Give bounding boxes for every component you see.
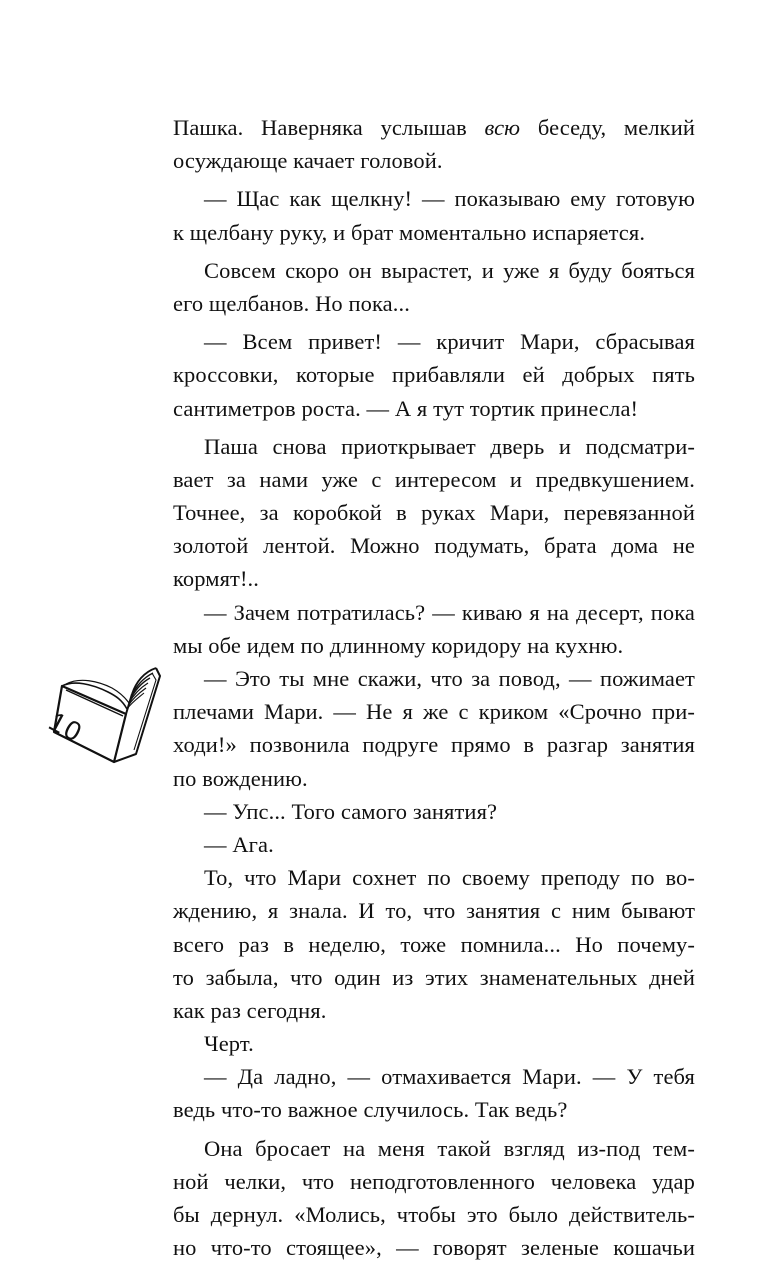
- text-line-18: плечами Мари. — Не я же с криком «Срочно при-: [173, 699, 695, 725]
- text-line-30: ведь что-то важное случилось. Так ведь?: [173, 1097, 568, 1123]
- text-line-7: — Всем привет! — кричит Мари, сбрасывая: [204, 329, 695, 355]
- page-number: 10: [43, 706, 89, 749]
- text-line-2: осуждающе качает головой.: [173, 148, 443, 174]
- text-line-13: золотой лентой. Можно подумать, брата дома не: [173, 533, 695, 559]
- text-line-12: Точнее, за коробкой в руках Мари, перевязанной: [173, 500, 695, 526]
- text-line-21: — Упс... Того самого занятия?: [204, 798, 498, 824]
- text-line-15: — Зачем потратилась? — киваю я на десерт, пока: [204, 599, 695, 625]
- text-line-33: бы дернул. «Молись, чтобы это было действитель-: [173, 1202, 695, 1227]
- text-line-5: Совсем скоро он вырастет, и уже я буду бояться: [204, 257, 695, 283]
- text-line-14: кормят!..: [173, 566, 260, 592]
- text-line-29: — Да ладно, — отмахивается Мари. — У тебя: [204, 1064, 695, 1090]
- text-line-27: как раз сегодня.: [173, 997, 327, 1023]
- text-line-32: ной челки, что неподготовленного человека удар: [173, 1168, 695, 1194]
- text-line-24: ждению, я знала. И то, что занятия с ним бывают: [173, 898, 695, 924]
- text-line-6: его щелбанов. Но пока...: [173, 290, 410, 316]
- emphasis-word: всю: [484, 115, 521, 140]
- text-line-8: кроссовки, которые прибавляли ей добрых пять: [173, 362, 695, 388]
- text-line-19: ходи!» позвонила подруге прямо в разгар занятия: [173, 732, 695, 758]
- text-line-3: — Щас как щелкну! — показываю ему готовую: [204, 186, 695, 212]
- text-line-22: — Ага.: [204, 831, 274, 857]
- text-line-26: то забыла, что один из этих знаменательных дней: [173, 964, 695, 990]
- text-line-16: мы обе идем по длинному коридору на кухню.: [173, 632, 624, 658]
- text-line-28: Черт.: [204, 1031, 254, 1057]
- text-line-4: к щелбану руку, и брат моментально испаряется.: [173, 219, 646, 245]
- text-line-10: Паша снова приоткрывает дверь и подсматри-: [204, 433, 695, 459]
- text-line-20: по вождению.: [173, 765, 308, 791]
- text-line-11: вает за нами уже с интересом и предвкушением.: [173, 466, 695, 492]
- text-line-34: но что-то стоящее», — говорят зеленые кошачьи: [173, 1235, 695, 1261]
- text-line-23: То, что Мари сохнет по своему преподу по во-: [204, 865, 695, 891]
- text-line-9: сантиметров роста. — А я тут тортик принесла!: [173, 395, 639, 421]
- text-line-17: — Это ты мне скажи, что за повод, — пожимает: [204, 666, 695, 691]
- body-text: [173, 111, 695, 1264]
- text-line-31: Она бросает на меня такой взгляд из-под тем-: [204, 1135, 695, 1161]
- text-line-25: всего раз в неделю, тоже помнила... Но почему-: [173, 931, 695, 957]
- text-line-1: Пашка. Наверняка услышав всю беседу, мелкий: [173, 115, 695, 140]
